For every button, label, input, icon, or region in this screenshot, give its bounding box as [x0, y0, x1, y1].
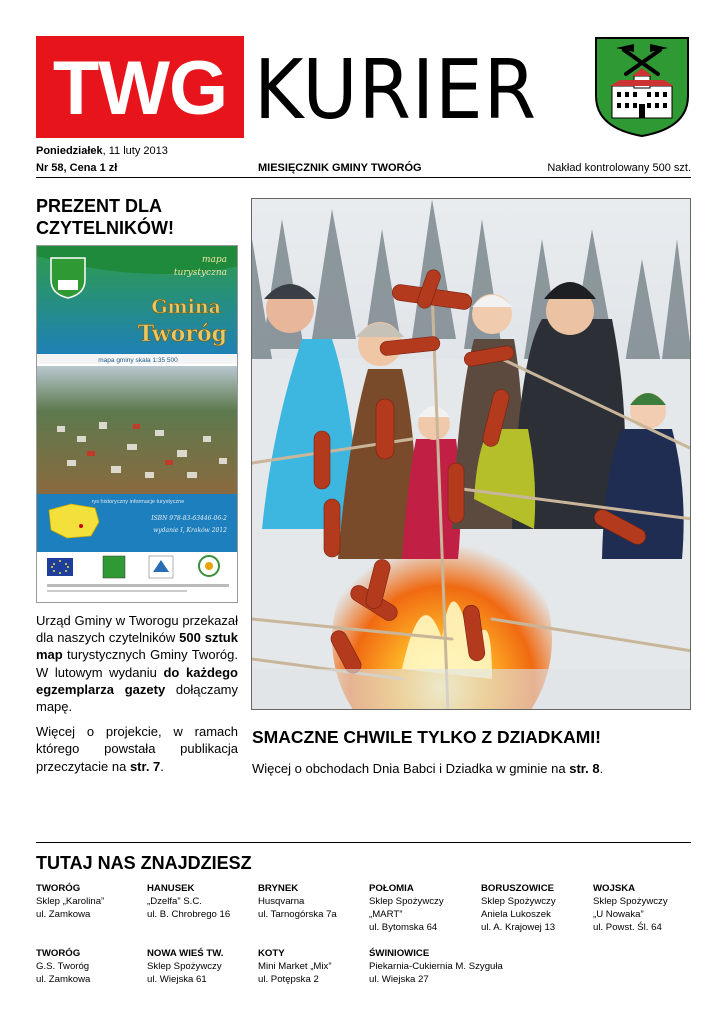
store-line: „U Nowaka” — [593, 909, 644, 920]
store-item — [593, 882, 705, 934]
twg-logo — [36, 36, 244, 138]
section-divider — [36, 842, 691, 843]
store-item — [36, 882, 148, 921]
store-town: POŁOMIA — [369, 883, 414, 894]
masthead — [36, 36, 691, 140]
gift-p1-bold-a: 500 sztuk map — [36, 630, 238, 663]
store-line: Aniela Lukoszek — [481, 909, 551, 920]
feature-text — [252, 760, 603, 777]
where-heading: TUTAJ NAS ZNAJDZIESZ — [36, 853, 252, 873]
gift-article — [36, 612, 238, 783]
store-line: Husqvarna — [258, 896, 305, 907]
feature-page-ref: str. 8 — [569, 761, 600, 776]
store-line: Sklep Spożywczy — [369, 896, 444, 907]
store-line: „Dzelfa” S.C. — [147, 896, 202, 907]
issue-day: Poniedziałek — [36, 145, 103, 157]
gift-p2-page-ref: str. 7 — [129, 758, 161, 774]
feature-text-a: Więcej o obchodach Dnia Babci i Dziadka w gminie na — [252, 761, 570, 776]
twg-logo-text: TWG — [52, 46, 228, 131]
store-line: ul. Potępska 2 — [258, 974, 319, 985]
feature-heading: SMACZNE CHWILE TYLKO Z DZIADKAMI! — [252, 727, 601, 747]
store-line: Sklep Spożywczy — [481, 896, 556, 907]
store-item — [369, 947, 569, 986]
map-cover-illustration — [37, 246, 238, 603]
store-town: KOTY — [258, 948, 285, 959]
store-line: ul. Powst. Śl. 64 — [593, 922, 662, 933]
issue-number-price: Nr 58, Cena 1 zł — [36, 162, 118, 174]
issue-date — [36, 144, 168, 158]
bonfire-photo-illustration — [252, 199, 691, 710]
map-cover-image — [36, 245, 238, 603]
cover-scale: mapa gminy skala 1:35 500 — [98, 357, 178, 364]
gift-paragraph-2 — [36, 723, 238, 775]
circulation-label: Nakład kontrolowany 500 szt. — [547, 162, 691, 174]
store-town: BRYNEK — [258, 883, 299, 894]
store-line: ul. Zamkowa — [36, 909, 91, 920]
gift-p2-text-a: Więcej o projekcie, w ramach którego powstała publikacja przeczytacie na — [36, 724, 238, 774]
cover-title2: Tworóg — [137, 321, 227, 347]
store-line: ul. Tarnogórska 7a — [258, 909, 337, 920]
store-line: ul. Bytomska 64 — [369, 922, 438, 933]
header-divider — [36, 177, 691, 178]
bonfire-photo — [251, 198, 691, 710]
cover-isbn: ISBN 978-83-63446-06-2 — [151, 515, 227, 522]
store-line: ul. Wiejska 27 — [369, 974, 429, 985]
cover-title1: Gmina — [151, 296, 221, 318]
feature-text-b: . — [599, 761, 604, 776]
gift-p1-text-a: Urząd Gminy w Tworogu przekazał dla naszych czytelników — [36, 613, 238, 646]
store-town: NOWA WIEŚ TW. — [147, 948, 224, 959]
store-item — [258, 947, 370, 986]
store-town: ŚWINIOWICE — [369, 948, 430, 959]
store-town: BORUSZOWICE — [481, 883, 555, 894]
kurier-title: KURIER — [254, 43, 537, 138]
store-line: Sklep Spożywczy — [147, 961, 222, 972]
gift-heading: PREZENT DLA CZYTELNIKÓW! — [36, 196, 174, 238]
store-item — [36, 947, 148, 986]
store-line: Piekarnia-Cukiernia M. Szyguła — [369, 961, 503, 972]
cover-line1: mapa — [201, 255, 227, 265]
gift-p1-bold-b: do każdego egzemplarza gazety — [36, 664, 238, 697]
store-line: Sklep „Karolina” — [36, 896, 105, 907]
store-town: HANUSEK — [147, 883, 195, 894]
gift-paragraph-1 — [36, 612, 238, 715]
store-line: „MART” — [369, 909, 403, 920]
store-line: Sklep Spożywczy — [593, 896, 668, 907]
store-item — [481, 882, 593, 934]
cover-sub: rys historyczny informacje turystyczne — [91, 499, 185, 505]
monthly-label: MIESIĘCZNIK GMINY TWORÓG — [258, 162, 422, 174]
issue-date-text: , 11 luty 2013 — [102, 145, 168, 157]
store-line: Mini Market „Mix” — [258, 961, 332, 972]
gift-p1-text-b: turystycznych Gminy Tworóg. W lutowym wydaniu — [36, 647, 238, 680]
store-item — [147, 947, 259, 986]
store-item — [369, 882, 481, 934]
store-town: TWORÓG — [36, 883, 81, 894]
cover-line2: turystyczna — [173, 268, 227, 278]
store-town: WOJSKA — [593, 883, 636, 894]
store-line: ul. B. Chrobrego 16 — [147, 909, 231, 920]
gift-p1-text-c: dołączamy mapę. — [36, 681, 239, 715]
store-line: ul. Zamkowa — [36, 974, 91, 985]
store-town: TWORÓG — [36, 948, 81, 959]
store-item — [147, 882, 259, 921]
coat-of-arms-icon — [594, 36, 690, 138]
store-line: ul. Wiejska 61 — [147, 974, 207, 985]
store-line: G.S. Tworóg — [36, 961, 90, 972]
gift-p2-text-b: . — [160, 758, 164, 774]
store-item — [258, 882, 370, 921]
store-line: ul. A. Krajowej 13 — [481, 922, 556, 933]
cover-edition: wydanie I, Kraków 2012 — [153, 527, 227, 534]
